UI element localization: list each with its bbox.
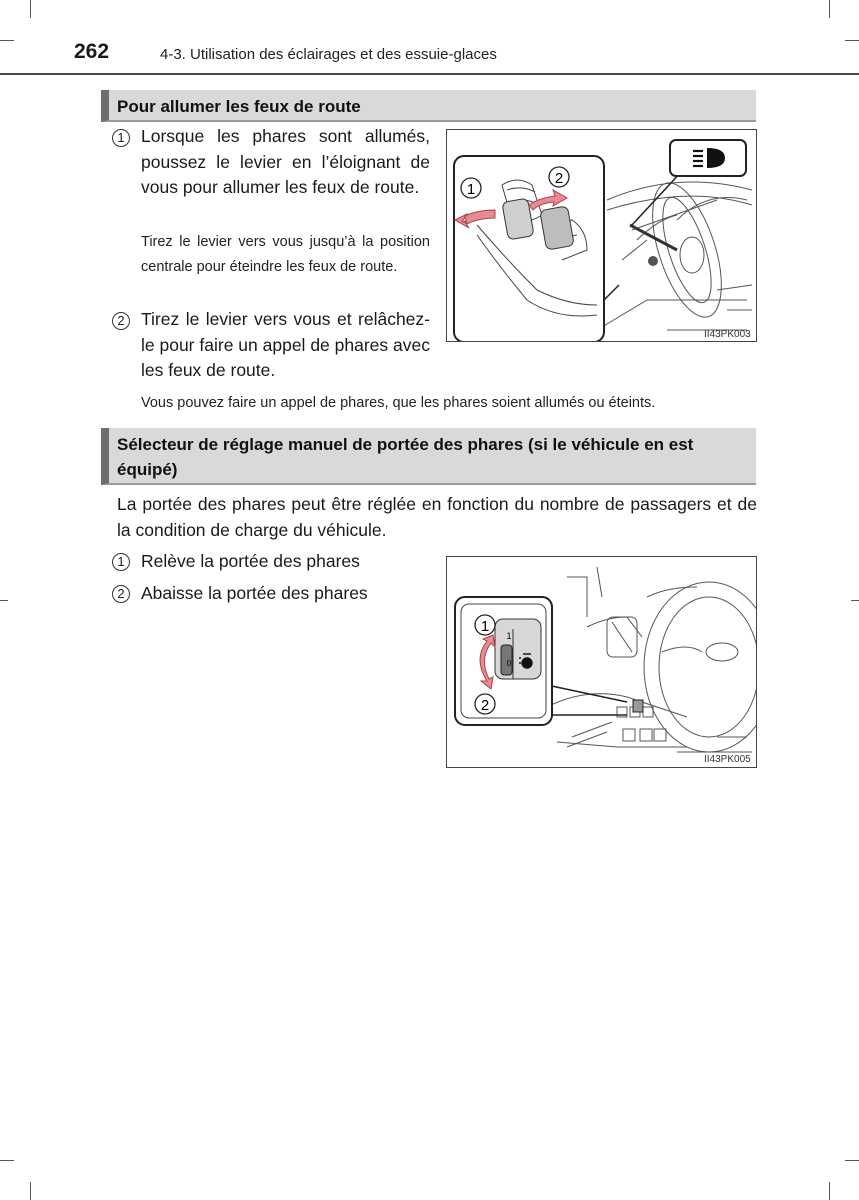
figure2-callout-2: 2: [480, 697, 490, 714]
figure-leveling-dial: [446, 556, 757, 768]
section-header-high-beam: [101, 90, 756, 122]
dial-mark-zero: 0: [506, 659, 512, 668]
leveling-step-2-text: Abaisse la portée des phares: [141, 583, 368, 603]
header-rule: [0, 73, 859, 75]
step-number-1: 1: [112, 129, 130, 147]
section-header-headlight-leveling: [101, 428, 756, 485]
step-number-2: 2: [112, 312, 130, 330]
step-1-text: Lorsque les phares sont allumés, poussez le levier en l’éloignant de vous pour allumer les feux de route.: [141, 126, 430, 197]
section-title: Sélecteur de réglage manuel de portée des phares (si le véhicule en est équipé): [117, 435, 694, 479]
page-number: 262: [74, 40, 110, 63]
chapter-title: 4-3. Utilisation des éclairages et des essuie-glaces: [160, 46, 497, 63]
figure1-callout-1: 1: [466, 181, 476, 198]
leveling-step-1-text: Relève la portée des phares: [141, 551, 360, 571]
figure-code: II43PK003: [704, 329, 751, 340]
step-2-text: Tirez le levier vers vous et relâchez-le pour faire un appel de phares avec les feux de route.: [141, 309, 430, 380]
step-number-1: 1: [112, 553, 130, 571]
leveling-illustration: [447, 557, 757, 768]
step-1-note: Tirez le levier vers vous jusqu’à la position centrale pour éteindre les feux de route.: [141, 234, 430, 275]
flash-note: Vous pouvez faire un appel de phares, que les phares soient allumés ou éteints.: [141, 395, 656, 411]
figure-code: II43PK005: [704, 754, 751, 765]
figure-high-beam-lever: [446, 129, 757, 342]
dial-mark-top: 1: [506, 631, 512, 641]
lever-illustration: [447, 130, 757, 342]
figure2-callout-1: 1: [480, 618, 490, 635]
figure1-callout-2: 2: [554, 170, 564, 187]
leveling-intro: La portée des phares peut être réglée en fonction du nombre de passagers et de la condition de charge du véhicule.: [117, 494, 757, 540]
section-title: Pour allumer les feux de route: [117, 97, 361, 116]
step-number-2: 2: [112, 585, 130, 603]
